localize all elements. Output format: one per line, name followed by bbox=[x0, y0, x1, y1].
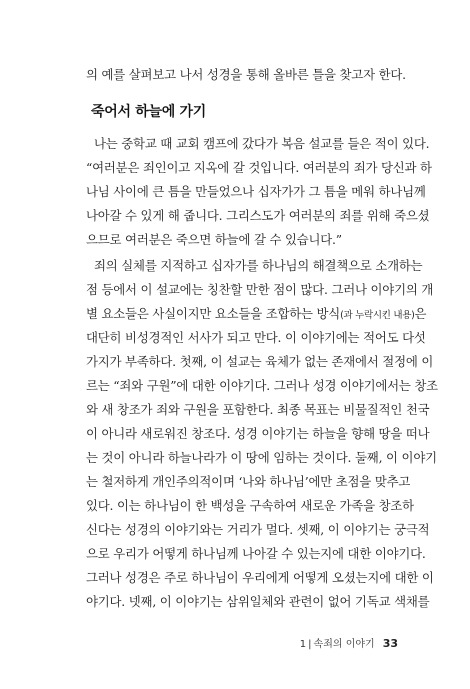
body-text-line: 는 것이 아니라 하늘나라가 이 땅에 임하는 것이다. 둘째, 이 이야기 bbox=[86, 450, 437, 465]
chapter-title: 속죄의 이야기 bbox=[313, 639, 375, 650]
body-text-line: 이 아니라 새로워진 창조다. 성경 이야기는 하늘을 향해 땅을 떠나 bbox=[86, 426, 430, 441]
body-text-line bbox=[86, 306, 427, 324]
body-text-line: 나아갈 수 있게 해 줍니다. 그리스도가 여러분의 죄를 위해 죽으셨 bbox=[86, 208, 430, 223]
parenthetical-note: (과 누락시킨 내용) bbox=[340, 310, 415, 321]
body-text-line: 나는 중학교 때 교회 캠프에 갔다가 복음 설교를 들은 적이 있다. bbox=[94, 136, 430, 151]
running-footer bbox=[300, 637, 398, 652]
body-text-line: 죄의 실체를 지적하고 십자가를 하나님의 해결책으로 소개하는 bbox=[94, 258, 423, 273]
body-text-segment: 은 bbox=[414, 306, 427, 321]
body-text-line: 대단히 비성경적인 서사가 되고 만다. 이 이야기에는 적어도 다섯 bbox=[86, 330, 426, 345]
body-text-line: 르는 “죄와 구원”에 대한 이야기다. 그러나 성경 이야기에서는 창조 bbox=[86, 378, 438, 393]
body-text-line: “여러분은 죄인이고 지옥에 갈 것입니다. 여러분의 죄가 당신과 하 bbox=[86, 160, 432, 175]
page-number: 33 bbox=[382, 637, 398, 650]
body-text-line: 가지가 부족하다. 첫째, 이 설교는 육체가 없는 존재에서 절정에 이 bbox=[86, 354, 434, 369]
section-heading: 죽어서 하늘에 가기 bbox=[91, 104, 206, 120]
body-text-line: 야기다. 넷째, 이 이야기는 삼위일체와 관련이 없어 기독교 색채를 bbox=[86, 594, 430, 609]
body-text-line: 는 철저하게 개인주의적이며 ‘나와 하나님’에만 초점을 맞추고 bbox=[86, 474, 411, 489]
body-text-segment: 별 요소들은 사실이지만 요소들을 조합하는 방식 bbox=[86, 306, 341, 321]
body-text-line: 있다. 이는 하나님이 한 백성을 구속하여 새로운 가족을 창조하 bbox=[86, 498, 414, 513]
body-text-line: 으므로 여러분은 죽으면 하늘에 갈 수 있습니다.” bbox=[86, 232, 342, 247]
chapter-number: 1 bbox=[299, 639, 307, 650]
body-text-line: 와 새 창조가 죄와 구원을 포함한다. 최종 목표는 비물질적인 천국 bbox=[86, 402, 430, 417]
body-text-line: 나님 사이에 큰 틈을 만들었으나 십자가가 그 틈을 메워 하나님께 bbox=[86, 184, 426, 199]
body-text-line: 의 예를 살펴보고 나서 성경을 통해 올바른 틀을 찾고자 한다. bbox=[86, 67, 406, 82]
body-text-line: 그러나 성경은 주로 하나님이 우리에게 어떻게 오셨는지에 대한 이 bbox=[86, 570, 434, 585]
body-text-line: 신다는 성경의 이야기와는 거리가 멀다. 셋째, 이 이야기는 궁극적 bbox=[86, 522, 430, 537]
footer-separator: | bbox=[308, 639, 312, 650]
body-text-line: 점 등에서 이 설교에는 칭찬할 만한 점이 많다. 그러나 이야기의 개 bbox=[86, 282, 434, 297]
body-text-line: 으로 우리가 어떻게 하나님께 나아갈 수 있는지에 대한 이야기다. bbox=[86, 546, 426, 561]
